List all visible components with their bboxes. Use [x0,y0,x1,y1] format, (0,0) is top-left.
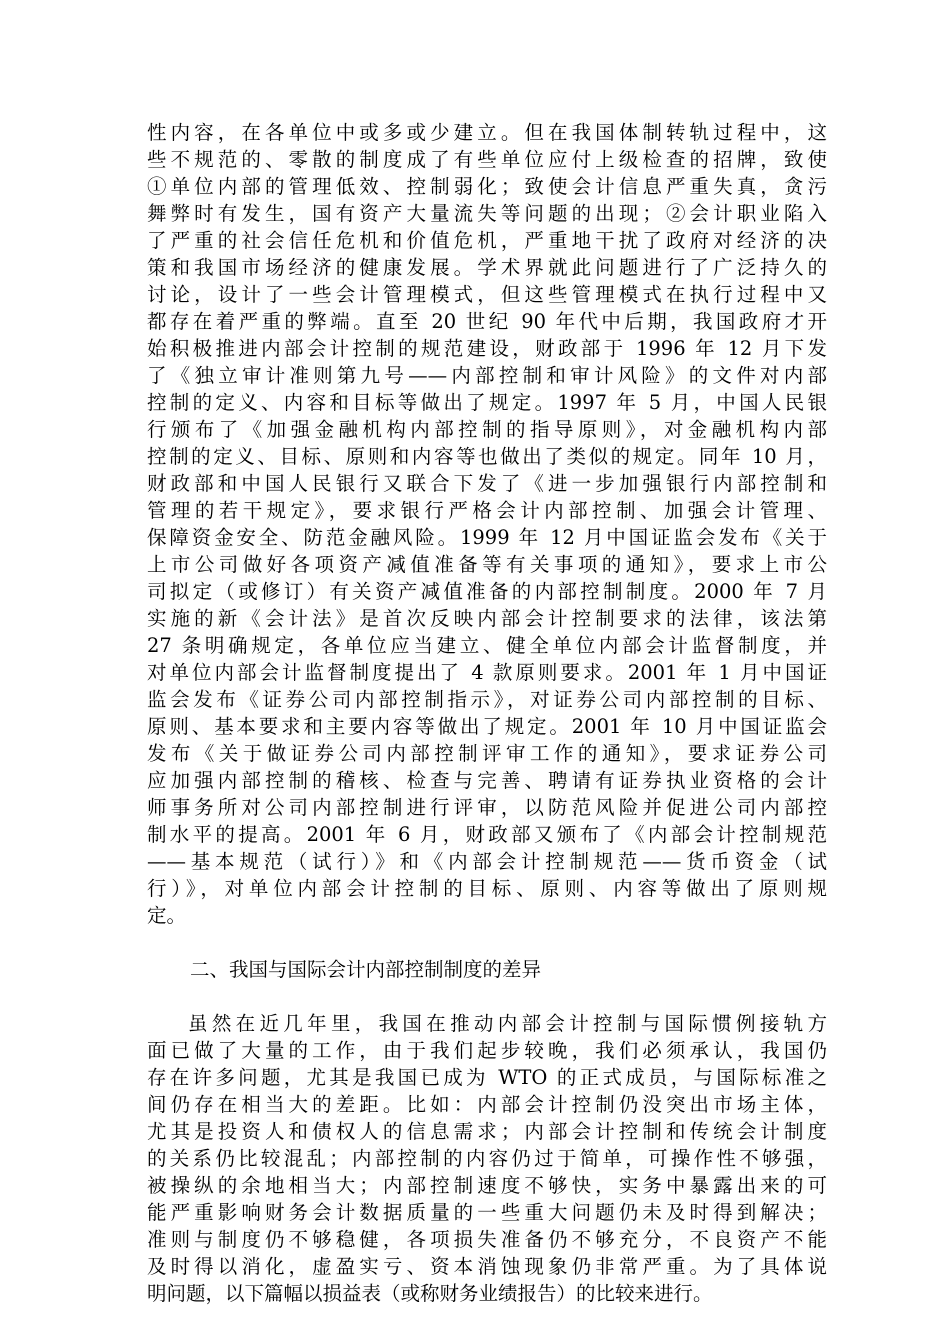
text-line: 了严重的社会信任危机和价值危机，严重地干扰了政府对经济的决 [147,229,827,252]
text-line: 些不规范的、零散的制度成了有些单位应付上级检查的招牌，致使 [147,148,827,171]
text-line: 准则与制度仍不够稳健，各项损失准备仍不够充分，不良资产不能 [147,1228,827,1251]
text-line: 发布《关于做证券公司内部控制评审工作的通知》，要求证券公司 [147,742,827,765]
text-line: 了《独立审计准则第九号——内部控制和审计风险》的文件对内部 [147,364,827,387]
text-line: ——基本规范（试行）》和《内部会计控制规范——货币资金（试 [147,850,827,873]
text-line: 行）》，对单位内部会计控制的目标、原则、内容等做出了原则规 [147,877,827,900]
text-line: 明问题，以下篇幅以损益表（或称财务业绩报告）的比较来进行。 [147,1282,713,1305]
text-line: 控制的定义、内容和目标等做出了规定。1997 年 5 月，中国人民银 [147,391,827,414]
text-line: 及时得以消化，虚盈实亏、资本消蚀现象仍非常严重。为了具体说 [147,1255,827,1278]
text-line: 讨论，设计了一些会计管理模式，但这些管理模式在执行过程中又 [147,283,827,306]
text-line: 司拟定（或修订）有关资产减值准备的内部控制制度。2000 年 7 月 [147,580,827,603]
text-line: 师事务所对公司内部控制进行评审，以防范风险并促进公司内部控 [147,796,827,819]
text-line: 应加强内部控制的稽核、检查与完善、聘请有证券执业资格的会计 [147,769,827,792]
text-line: 控制的定义、目标、原则和内容等也做出了类似的规定。同年 10 月， [147,445,827,468]
text-line: 虽然在近几年里，我国在推动内部会计控制与国际惯例接轨方 [188,1012,827,1035]
text-line: 上市公司做好各项资产减值准备等有关事项的通知》，要求上市公 [147,553,827,576]
text-line: 存在许多问题，尤其是我国已成为 WTO 的正式成员，与国际标准之 [147,1066,827,1089]
section-heading: 二、我国与国际会计内部控制制度的差异 [190,958,542,981]
text-line: 舞弊时有发生，国有资产大量流失等问题的出现；②会计职业陷入 [147,202,827,225]
text-line: 始积极推进内部会计控制的规范建设，财政部于 1996 年 12 月下发 [147,337,827,360]
text-line: 保障资金安全、防范金融风险。1999 年 12 月中国证监会发布《关于 [147,526,827,549]
text-line: 能严重影响财务会计数据质量的一些重大问题仍未及时得到解决； [147,1201,827,1224]
text-line: 都存在着严重的弊端。直至 20 世纪 90 年代中后期，我国政府才开 [147,310,827,333]
text-line: 尤其是投资人和债权人的信息需求；内部会计控制和传统会计制度 [147,1120,827,1143]
text-line: 性内容，在各单位中或多或少建立。但在我国体制转轨过程中，这 [147,121,827,144]
text-line: 27 条明确规定，各单位应当建立、健全单位内部会计监督制度，并 [147,634,827,657]
text-line: 面已做了大量的工作，由于我们起步较晚，我们必须承认，我国仍 [147,1039,827,1062]
text-line: 被操纵的余地相当大；内部控制速度不够快，实务中暴露出来的可 [147,1174,827,1197]
text-line: 实施的新《会计法》是首次反映内部会计控制要求的法律，该法第 [147,607,827,630]
text-line: 财政部和中国人民银行又联合下发了《进一步加强银行内部控制和 [147,472,827,495]
text-line: 对单位内部会计监督制度提出了 4 款原则要求。2001 年 1 月中国证 [147,661,827,684]
text-line: 的关系仍比较混乱；内部控制的内容仍过于简单，可操作性不够强， [147,1147,827,1170]
text-line: 制水平的提高。2001 年 6 月，财政部又颁布了《内部会计控制规范 [147,823,827,846]
text-line: 定。 [147,904,187,927]
text-line: 行颁布了《加强金融机构内部控制的指导原则》，对金融机构内部 [147,418,827,441]
text-line: 原则、基本要求和主要内容等做出了规定。2001 年 10 月中国证监会 [147,715,827,738]
text-line: 策和我国市场经济的健康发展。学术界就此问题进行了广泛持久的 [147,256,827,279]
text-line: 管理的若干规定》，要求银行严格会计内部控制、加强会计管理、 [147,499,827,522]
text-line: 监会发布《证券公司内部控制指示》，对证券公司内部控制的目标、 [147,688,827,711]
text-line: ①单位内部的管理低效、控制弱化；致使会计信息严重失真，贪污 [147,175,827,198]
text-line: 间仍存在相当大的差距。比如：内部会计控制仍没突出市场主体， [147,1093,827,1116]
